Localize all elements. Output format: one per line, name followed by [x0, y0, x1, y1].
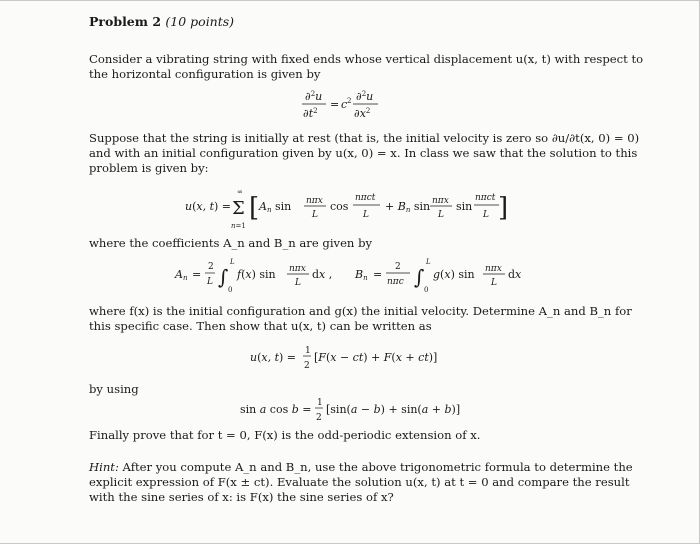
svg-text:∂x2: $\partial x^2$ [354, 107, 371, 120]
svg-text:sin: sin [456, 200, 473, 213]
svg-text:dx ,: dx , [312, 268, 333, 281]
svg-text:2: 2 [304, 361, 310, 371]
svg-text:[F(x − ct) + F(x + ct)]: [F(x − ct) + F(x + ct)] [314, 351, 438, 364]
svg-text:∫: ∫ [218, 265, 229, 289]
problem-number: Problem 2 [89, 14, 162, 29]
where-line-2: this specific case. Then show that u(x, t) can be written as [89, 319, 432, 333]
svg-text:n=1: n=1 [231, 222, 246, 230]
svg-text:u(x, t) =: u(x, t) = [185, 200, 232, 213]
svg-text:∂2u: ∂$^2$u [356, 90, 374, 103]
hint-line-1 [89, 460, 633, 475]
svg-text:nπx: nπx [432, 196, 449, 206]
svg-text:L: L [438, 210, 444, 220]
svg-text:=: = [192, 268, 202, 281]
svg-text:nπx: nπx [306, 196, 323, 206]
svg-text:L: L [312, 210, 318, 220]
svg-text:2: 2 [208, 262, 214, 272]
svg-text:nπc: nπc [387, 277, 404, 287]
svg-text:0: 0 [424, 286, 429, 294]
intro-line-2: the horizontal configuration is given by [89, 67, 321, 81]
initial-line-3: problem is given by: [89, 161, 209, 175]
coefficients-intro: where the coefficients A_n and B_n are given by [89, 236, 373, 250]
where-line-1: where f(x) is the initial configuration and g(x) the initial velocity. Determine A_n and B_n for [89, 304, 632, 318]
svg-text:L: L [230, 258, 235, 266]
dalembert-formula [248, 340, 448, 376]
wave-equation [300, 89, 390, 125]
svg-text:1: 1 [317, 398, 323, 408]
svg-text:L: L [491, 278, 497, 288]
svg-text:c: c [341, 98, 348, 111]
svg-text:+ Bn sin: + Bn sin [385, 200, 431, 214]
svg-text:u(x, t) =: u(x, t) = [250, 351, 297, 364]
svg-text:g(x) sin: g(x) sin [433, 268, 475, 281]
svg-text:[: [ [249, 193, 260, 223]
svg-text:2: 2 [347, 97, 352, 105]
problem-points: (10 points) [165, 14, 235, 29]
svg-text:nπx: nπx [289, 264, 306, 274]
svg-text:=: = [330, 98, 340, 111]
svg-text:[sin(a − b) + sin(a + b)]: [sin(a − b) + sin(a + b)] [326, 403, 461, 416]
svg-text:]: ] [498, 193, 509, 223]
svg-text:0: 0 [228, 286, 233, 294]
svg-text:sin a cos b =: sin a cos b = [240, 403, 312, 416]
svg-text:2: 2 [316, 413, 322, 423]
svg-text:∂2u: ∂$^2$u [305, 90, 323, 103]
hint-line-1-text: After you compute A_n and B_n, use the above trigonometric formula to determine the [122, 460, 633, 474]
svg-text:∂t2: $\partial t^2$ [303, 107, 318, 120]
svg-text:An: An [175, 268, 188, 282]
hint-line-2: explicit expression of F(x ± ct). Evaluate the solution u(x, t) at t = 0 and compare the result [89, 475, 630, 489]
by-using-text: by using [89, 382, 139, 396]
svg-text:L: L [426, 258, 431, 266]
svg-text:L: L [483, 210, 489, 220]
svg-text:L: L [295, 278, 301, 288]
svg-text:Bn: Bn [355, 268, 368, 282]
svg-text:f(x) sin: f(x) sin [237, 268, 276, 281]
svg-text:2: 2 [395, 262, 401, 272]
svg-text:An sin: An sin [259, 200, 292, 214]
hint-label: Hint: [89, 460, 119, 474]
hint-line-3: with the sine series of x: is F(x) the sine series of x? [89, 490, 394, 504]
problem-title [89, 14, 234, 29]
svg-text:nπx: nπx [485, 264, 502, 274]
trig-identity [238, 394, 461, 428]
svg-text:1: 1 [305, 346, 311, 356]
svg-text:∞: ∞ [237, 188, 243, 196]
solution-series [185, 186, 509, 234]
svg-text:nπct: nπct [355, 193, 376, 203]
svg-text:Σ: Σ [232, 198, 245, 219]
svg-text:cos: cos [330, 200, 349, 213]
coefficient-formulas [170, 254, 550, 302]
initial-line-2: and with an initial configuration given by u(x, 0) = x. In class we saw that the solution to this [89, 146, 638, 160]
svg-text:dx: dx [508, 268, 522, 281]
finally-text: Finally prove that for t = 0, F(x) is the odd-periodic extension of x. [89, 428, 481, 442]
svg-text:∫: ∫ [414, 265, 425, 289]
svg-text:nπct: nπct [475, 193, 496, 203]
page-border-top [0, 0, 700, 1]
intro-line-1: Consider a vibrating string with fixed ends whose vertical displacement u(x, t) with respect to [89, 52, 644, 66]
svg-text:L: L [363, 210, 369, 220]
svg-text:L: L [207, 277, 213, 287]
initial-line-1: Suppose that the string is initially at rest (that is, the initial velocity is zero so ∂u/∂t(x, 0) = 0) [89, 131, 640, 145]
svg-text:=: = [373, 268, 383, 281]
